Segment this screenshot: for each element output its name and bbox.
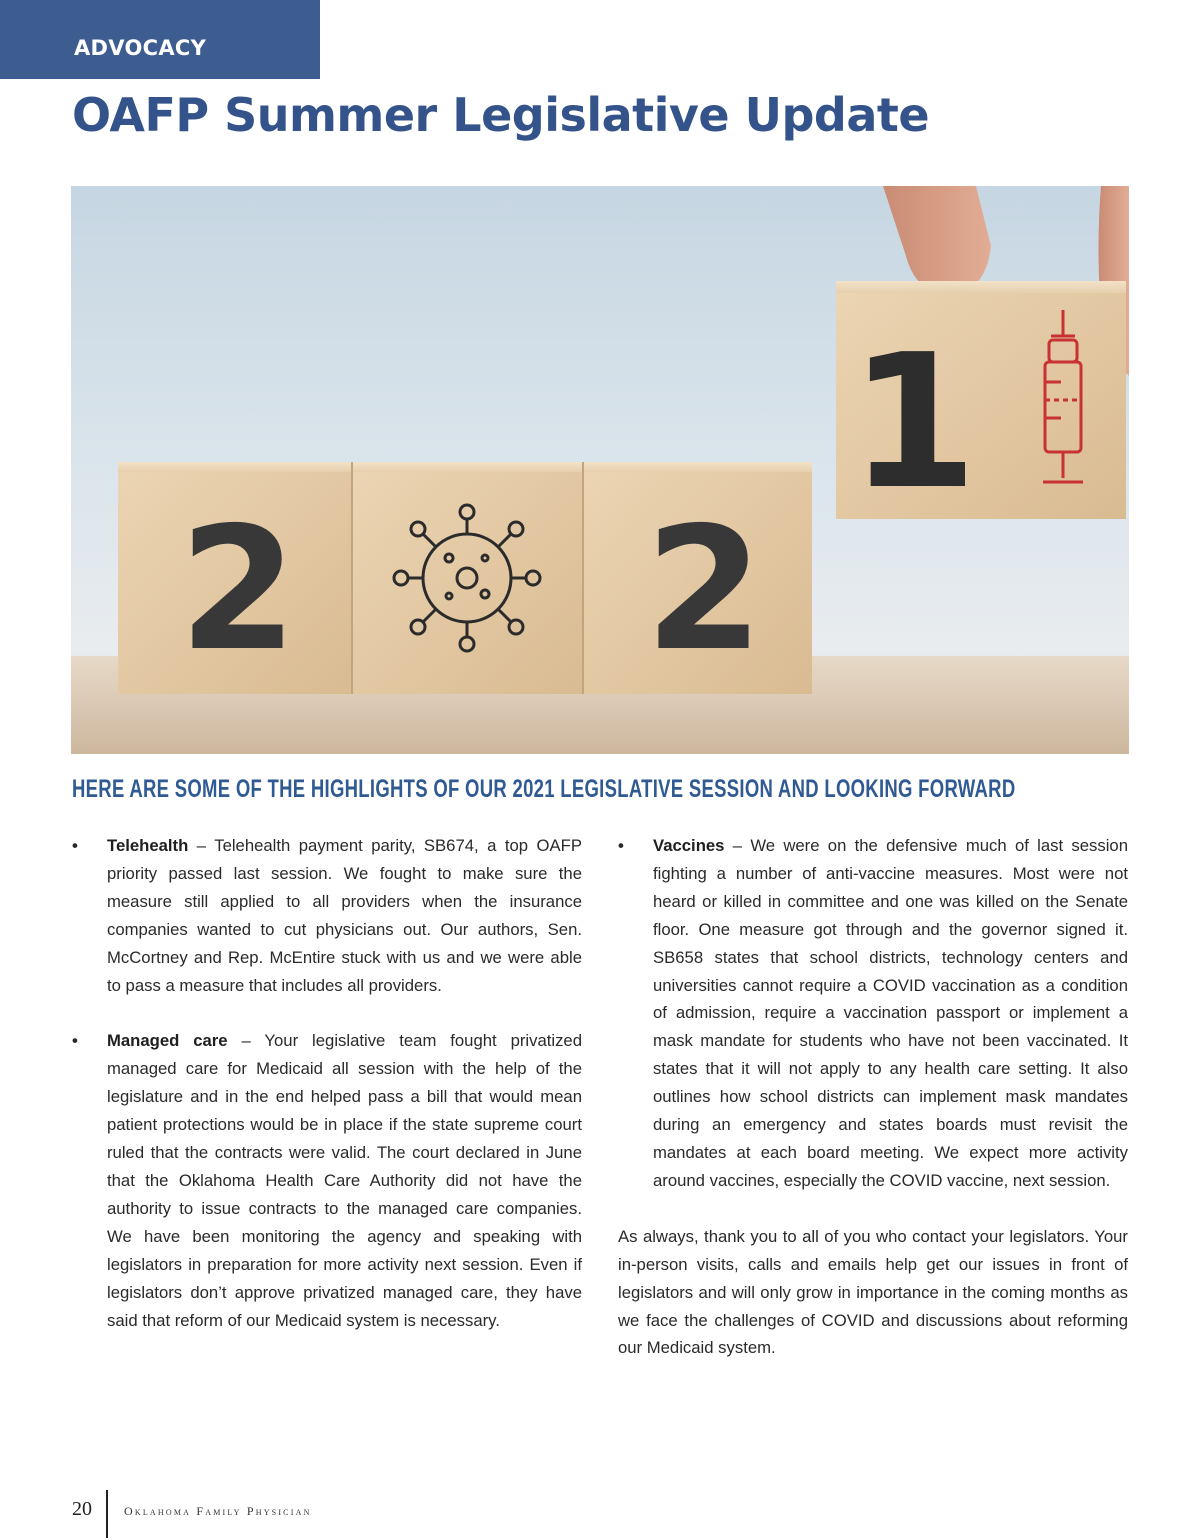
bullet-item-telehealth — [72, 832, 582, 999]
footer-divider — [106, 1490, 108, 1538]
section-tab — [0, 0, 320, 79]
bullet-item-managed-care — [72, 1027, 582, 1334]
bullet-dot: • — [72, 1031, 78, 1051]
bullet-label: Managed care — [107, 1031, 228, 1051]
page-title: OAFP Summer Legislative Update — [72, 88, 930, 142]
bullet-label: Telehealth — [107, 836, 189, 855]
block-digit-3: 2 — [645, 491, 764, 689]
bullet-item-vaccines — [618, 832, 1128, 1195]
right-column — [618, 832, 1128, 1362]
block-digit-1: 2 — [179, 491, 298, 689]
left-column — [72, 832, 582, 1362]
section-tab-label: ADVOCACY — [74, 36, 207, 60]
bullet-dot: • — [72, 836, 78, 855]
hero-photo — [71, 186, 1129, 754]
bullet-label: Vaccines — [653, 836, 725, 855]
publication-name: Oklahoma Family Physician — [124, 1504, 312, 1518]
bullet-text: – Telehealth payment parity, SB674, a top OAFP priority passed last session. We fought to make sure the measure still applied to all providers when the insurance companies wanted to cut physicians out. Our authors, Sen. McCortney and Rep. McEntire stuck with us and we were able to pass a measure that includes all providers. — [107, 836, 582, 995]
block-digit-lifted: 1 — [849, 314, 978, 530]
bullet-text: – We were on the defensive much of last session fighting a number of anti-vaccine measures. Most were not heard or killed in committee and one was killed on the Senate floor. One measure got through and the governor signed it. SB658 states that school districts, technology centers and universities cannot require a COVID vaccination as a condition of admission, require a vaccination passport or implement a mask mandate for students who have not been vaccinated. It states that it will not apply to any health care setting. It also outlines how school districts can implement mask mandates during an emergency and states boards must revisit the mandates at each board meeting. We expect more activity around vaccines, especially the COVID vaccine, next session. — [653, 836, 1128, 1190]
closing-paragraph: As always, thank you to all of you who contact your legislators. Your in-person visits, calls and emails help get our issues in front of legislators and will only grow in importance in the coming months as we face the challenges of COVID and discussions about reforming our Medicaid system. — [618, 1226, 1128, 1358]
bullet-text: – Your legislative team fought privatized managed care for Medicaid all session with the help of the legislature and in the end helped pass a bill that would mean patient protections would be in place if the state supreme court ruled that the contracts were valid. The court declared in June that the Oklahoma Health Care Authority did not have the authority to issue contracts to the managed care companies. We have been monitoring the agency and speaking with legislators in preparation for more activity next session. Even if legislators don’t approve privatized managed care, they have said that reform of our Medicaid system is necessary. — [107, 1031, 582, 1330]
page-number: 20 — [72, 1498, 92, 1520]
section-subheading: HERE ARE SOME OF THE HIGHLIGHTS OF OUR 2021 LEGISLATIVE SESSION AND LOOKING FORWARD — [72, 775, 1016, 803]
bullet-dot: • — [618, 836, 624, 855]
